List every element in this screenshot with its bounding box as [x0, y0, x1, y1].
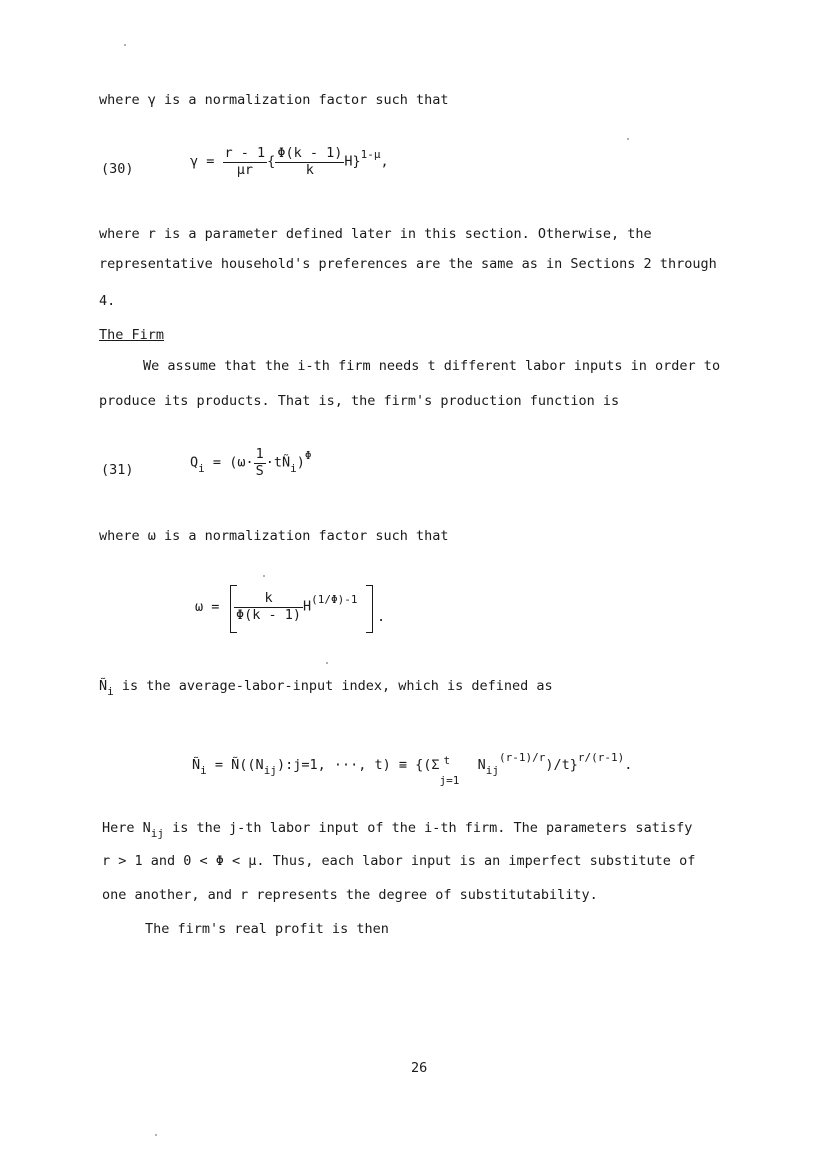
equation-31: $Q_i = (\omega\cdot$ $\frac{1}{S}$ $\cdot tÑ_i)^\Phi$ [190, 446, 312, 479]
right-bracket [366, 585, 373, 633]
equation-30: γ = $\frac{r - 1}{\mu r}$ { $\frac{\Phi(k - 1)}{k}$ H}$^{1-\mu}$, [190, 145, 389, 178]
scan-speck [263, 575, 265, 577]
scan-speck [326, 662, 328, 664]
section-heading: The Firm [99, 327, 165, 343]
text-line: where γ is a normalization factor such that [99, 92, 449, 108]
fraction: $\frac{r - 1}{\mu r}$ [224, 145, 266, 178]
fraction: $\frac{k}{\Phi(k - 1)}$ [236, 590, 302, 623]
scan-speck [155, 1134, 157, 1136]
text-line: representative household's preferences are the same as in Sections 2 through [99, 256, 717, 272]
text-line: We assume that the i-th firm needs t different labor inputs in order to [143, 358, 721, 374]
text-line: produce its products. That is, the firm's production function is [99, 393, 620, 409]
text-line: $Ñ_i$ is the average-labor-input index, which is defined as [99, 678, 553, 698]
text-line: where ω is a normalization factor such that [99, 528, 449, 544]
text-line: where r is a parameter defined later in this section. Otherwise, the [99, 226, 652, 242]
omega-equation: $\frac{k}{\Phi(k - 1)}$ $H^{(1/\Phi)-1}$ [236, 590, 358, 623]
equation-number: (30) [101, 161, 134, 177]
text-line: one another, and r represents the degree of substitutability. [102, 887, 598, 903]
eq-lhs: ω = [195, 599, 220, 615]
text-line: The firm's real profit is then [145, 921, 389, 937]
text-line: 4. [99, 293, 116, 309]
eq-tail: . [377, 609, 386, 625]
fraction: $\frac{1}{S}$ [255, 446, 264, 479]
text-line: r > 1 and 0 < Φ < μ. Thus, each labor input is an imperfect substitute of [102, 853, 696, 869]
scan-speck [124, 44, 126, 46]
page-number: 26 [411, 1060, 428, 1076]
eq-lhs: γ = [190, 153, 215, 170]
n-index-equation: $Ñ_i$ = $Ñ((N_{ij}):j=1$, ···, t) ≡ {(Σ t j=1 $N_{ij}^{(r-1)/r})/t\}^{r/(r-1)}$. [192, 751, 633, 787]
scan-speck [627, 138, 629, 140]
fraction: $\frac{\Phi(k - 1)}{k}$ [277, 145, 343, 178]
text-line: Here $N_{ij}$ is the j-th labor input of the i-th firm. The parameters satisfy [102, 820, 693, 840]
equation-number: (31) [101, 462, 134, 478]
